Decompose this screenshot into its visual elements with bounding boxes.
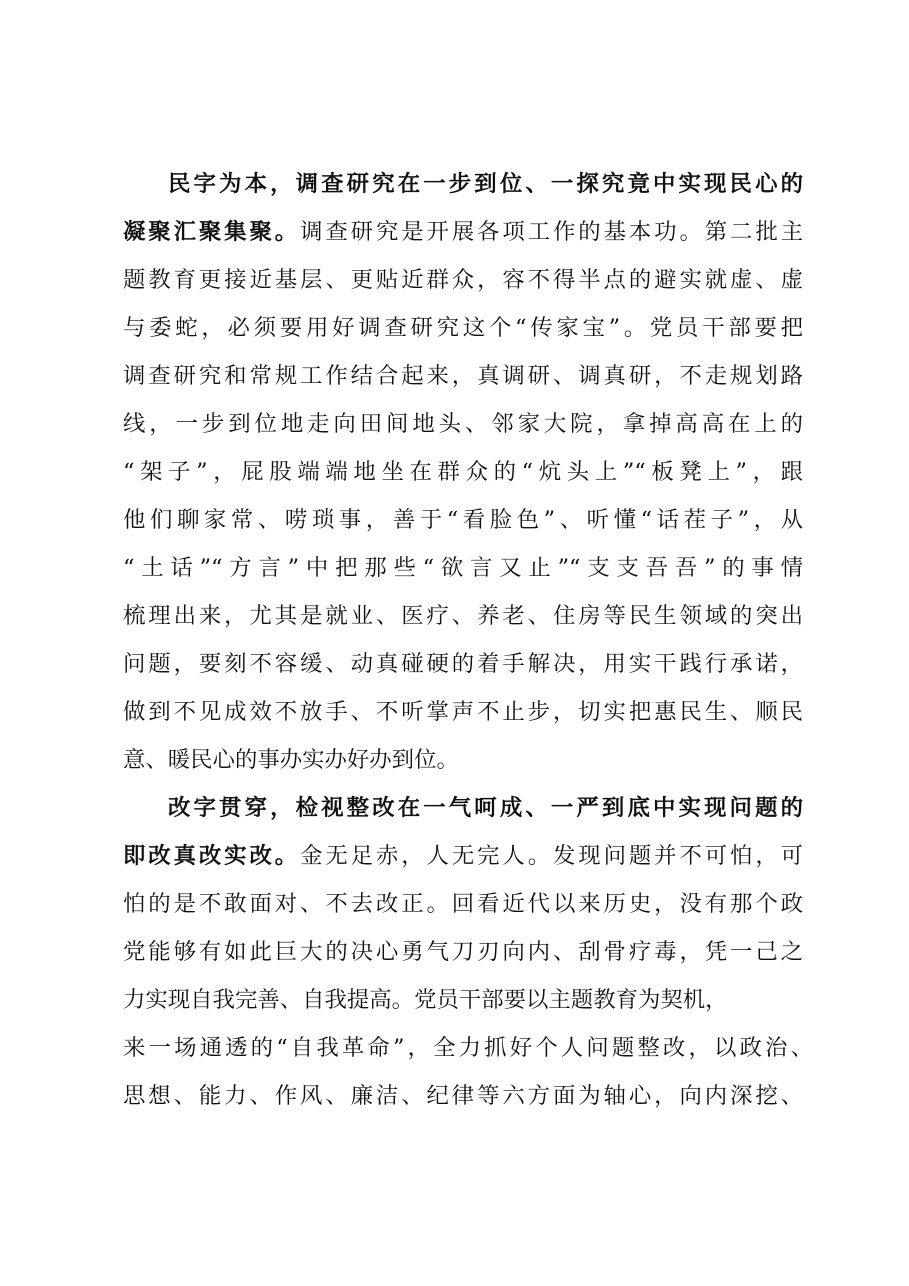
paragraph-heading: 改字贯穿，检视整改在一气呵成、一严到底中实现问题的: [168, 795, 803, 821]
body-text: 金无足赤，人无完人。发现问题并不可怕，可: [300, 843, 804, 869]
paragraph-heading-line: [168, 164, 803, 204]
paragraph-heading: 民字为本，调查研究在一步到位、一探究竟中实现民心的: [168, 171, 803, 197]
text-line: 问题，要刻不容缓、动真碰硬的着手解决，用实干践行承诺，: [123, 651, 803, 677]
paragraph-heading: 凝聚汇聚集聚。: [123, 219, 301, 245]
text-line: 怕的是不敢面对、不去改正。回看近代以来历史，没有那个政: [123, 891, 803, 917]
text-line: 题教育更接近基层、更贴近群众，容不得半点的避实就虚、虚: [123, 267, 803, 293]
text-line: 与委蛇，必须要用好调查研究这个“传家宝”。党员干部要把: [123, 315, 803, 341]
paragraph-heading-line: [168, 788, 803, 828]
paragraph-heading: 即改真改实改。: [123, 843, 301, 869]
body-text: 调查研究是开展各项工作的基本功。第二批主: [300, 219, 804, 245]
text-line: 力实现自我完善、自我提高。党员干部要以主题教育为契机，: [123, 987, 728, 1013]
text-line: [123, 836, 803, 876]
text-line: “土话”“方言”中把那些“欲言又止”“支支吾吾”的事情: [123, 555, 803, 581]
text-line: 思想、能力、作风、廉洁、纪律等六方面为轴心，向内深挖、: [123, 1083, 803, 1109]
text-line: 梳理出来，尤其是就业、医疗、养老、住房等民生领域的突出: [123, 603, 803, 629]
text-line: 做到不见成效不放手、不听掌声不止步，切实把惠民生、顺民: [123, 699, 803, 725]
text-line: 来一场通透的“自我革命”，全力抓好个人问题整改，以政治、: [123, 1035, 813, 1061]
text-line: 党能够有如此巨大的决心勇气刀刃向内、刮骨疗毒，凭一己之: [123, 939, 803, 965]
text-line: 调查研究和常规工作结合起来，真调研、调真研，不走规划路: [123, 363, 803, 389]
text-line: 他们聊家常、唠琐事，善于“看脸色”、听懂“话茬子”，从: [123, 507, 803, 533]
text-line: 意、暖民心的事办实办好办到位。: [123, 747, 459, 773]
text-line: 线，一步到位地走向田间地头、邻家大院，拿掉高高在上的: [123, 411, 803, 437]
text-line: “架子”，屁股端端地坐在群众的“炕头上”“板凳上”，跟: [123, 459, 803, 485]
text-line: [123, 212, 803, 252]
